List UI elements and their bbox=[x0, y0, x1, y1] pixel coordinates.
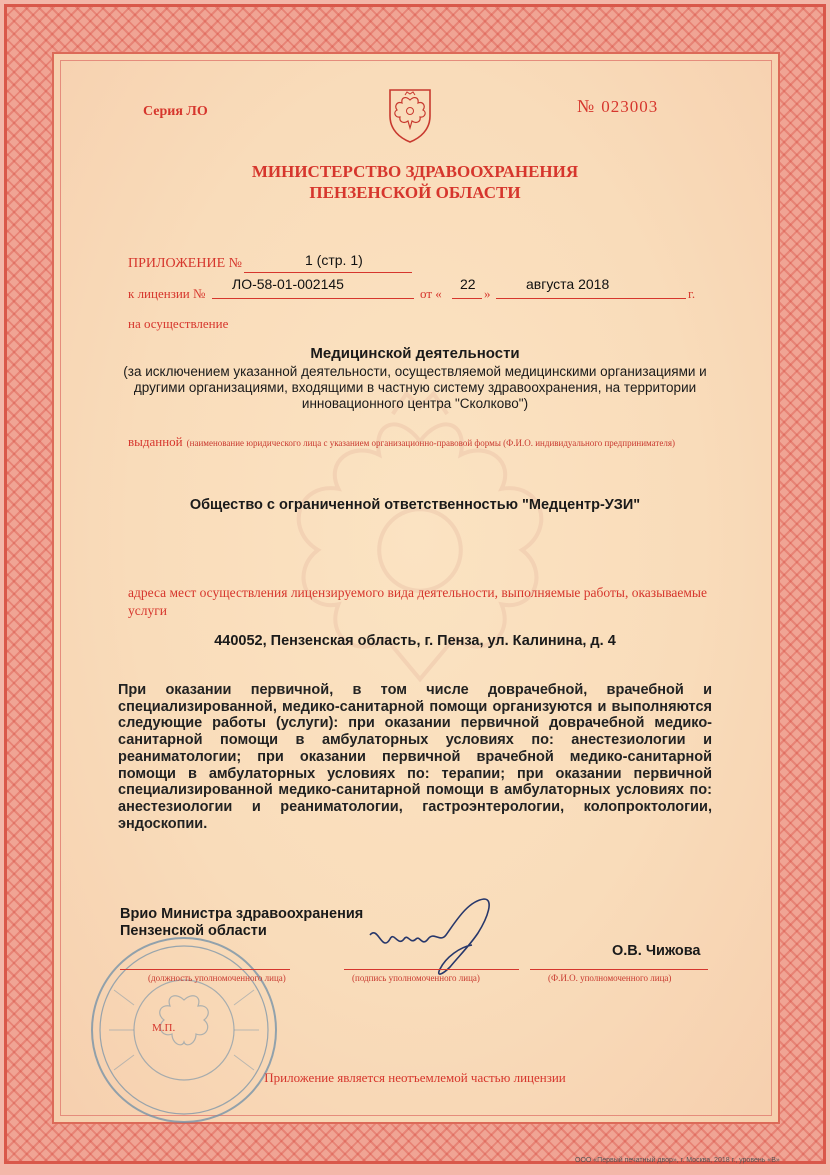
footer-note: Приложение является неотъемлемой частью лицензии bbox=[264, 1070, 566, 1085]
printer-imprint: ООО «Первый печатный двор», г. Москва, 2018 г., уровень «В» bbox=[575, 1157, 780, 1164]
close-quote: » bbox=[484, 286, 491, 301]
address-label: адреса мест осуществления лицензируемого вида деятельности, выполняемые работы, оказываемые услуги bbox=[128, 585, 707, 618]
signer-name: О.В. Чижова bbox=[612, 943, 701, 959]
license-number-value: ЛО-58-01-002145 bbox=[232, 276, 344, 292]
ministry-title-line1: МИНИСТЕРСТВО ЗДРАВООХРАНЕНИЯ bbox=[251, 162, 579, 181]
ministry-title-line2: ПЕНЗЕНСКОЙ ОБЛАСТИ bbox=[309, 183, 521, 202]
organization-name: Общество с ограниченной ответственностью "Медцентр-УЗИ" bbox=[189, 497, 641, 513]
address-value: 440052, Пензенская область, г. Пенза, ул. Калинина, д. 4 bbox=[214, 633, 616, 649]
official-seal-icon bbox=[84, 930, 284, 1130]
appendix-label: ПРИЛОЖЕНИЕ № bbox=[128, 256, 242, 271]
number-value: 023003 bbox=[601, 97, 659, 116]
day-value: 22 bbox=[460, 276, 476, 292]
series-label: Серия ЛО bbox=[143, 104, 208, 119]
background-eagle-icon bbox=[250, 380, 590, 720]
issued-label: выданной bbox=[128, 434, 183, 449]
position-hint: (должность уполномоченного лица) bbox=[148, 973, 286, 983]
signer-position: Врио Министра здравоохранения Пензенской области bbox=[120, 906, 364, 939]
year-suffix: г. bbox=[688, 286, 696, 301]
signature-line bbox=[344, 969, 519, 970]
issued-block bbox=[128, 436, 708, 449]
activity-title: Медицинской деятельности bbox=[310, 345, 520, 362]
position-line bbox=[120, 969, 290, 970]
appendix-value: 1 (стр. 1) bbox=[305, 252, 363, 268]
signature-hint: (подпись уполномоченного лица) bbox=[352, 973, 480, 983]
month-year-value: августа 2018 bbox=[526, 276, 610, 292]
number-sign: № bbox=[577, 96, 596, 116]
handwritten-signature-icon bbox=[360, 895, 510, 980]
activity-label: на осуществление bbox=[128, 316, 229, 331]
date-from-label: от « bbox=[420, 286, 442, 301]
name-line bbox=[530, 969, 708, 970]
russian-coat-of-arms-icon bbox=[386, 86, 434, 144]
activity-note: (за исключением указанной деятельности, осуществляемой медицинскими организациями и другими организациями, входящими в частную систему здравоохранения, на территории инновационного центра "Сколково") bbox=[123, 364, 707, 411]
stamp-place-label: М.П. bbox=[152, 1022, 176, 1034]
license-number bbox=[577, 96, 658, 117]
issued-hint: (наименование юридического лица с указанием организационно-правовой формы (Ф.И.О. индивидуального предпринимателя) bbox=[186, 438, 675, 448]
services-text: При оказании первичной, в том числе доврачебной, врачебной и специализированной, медико-санитарной помощи организуются и выполняются следующие работы (услуги): при оказании первичной доврачебной медико-санитарной помощи в амбулаторных условиях по: анестезиологии и реаниматологии; при оказании первичной врачебной медико-санитарной помощи в амбулаторных условиях по: терапии; при оказании первичной специализированной медико-санитарной помощи в амбулаторных условиях по: анестезиологии и реаниматологии, гастроэнтерологии, колопроктологии, эндоскопии. bbox=[118, 682, 712, 832]
name-hint: (Ф.И.О. уполномоченного лица) bbox=[548, 973, 672, 983]
license-label: к лицензии № bbox=[128, 286, 206, 301]
